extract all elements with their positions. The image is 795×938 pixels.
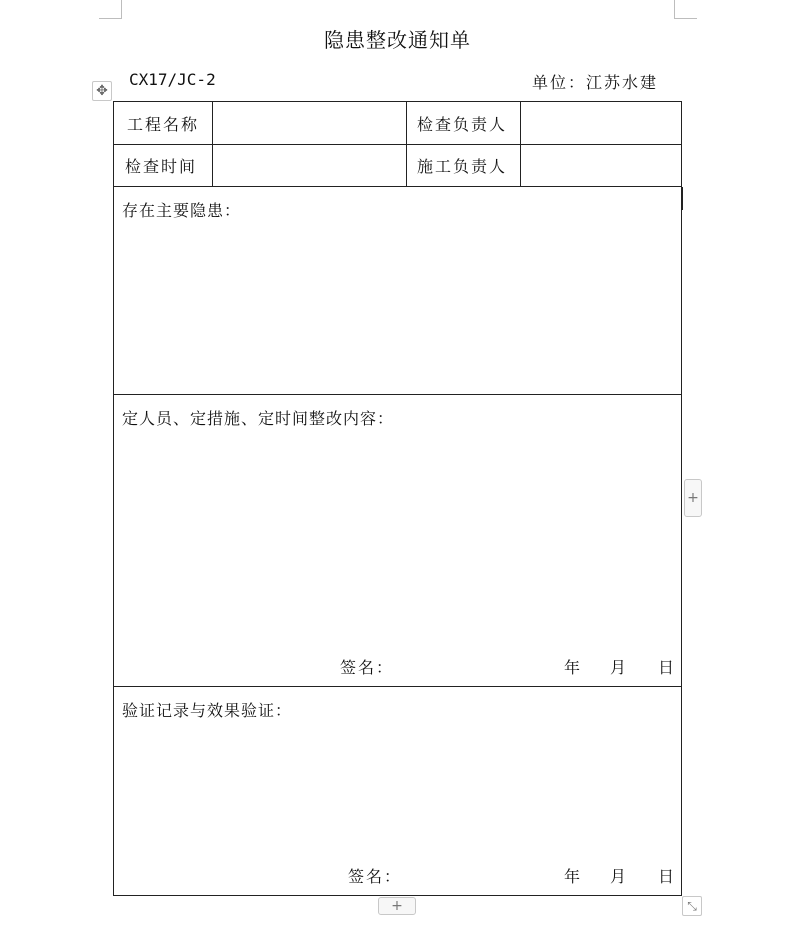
rectification-month-label: 月 (610, 658, 627, 677)
inspection-time-label: 检查时间 (125, 157, 198, 176)
resize-diagonal-icon: ⤡ (687, 898, 697, 913)
table-row-divider (113, 686, 682, 687)
project-name-label: 工程名称 (127, 115, 200, 134)
table-resize-handle[interactable] (682, 896, 702, 916)
page-corner-mark-right (674, 0, 697, 19)
plus-icon: + (391, 898, 403, 914)
rectification-label: 定人员、定措施、定时间整改内容： (122, 409, 395, 428)
table-col-divider (406, 101, 407, 187)
verification-label: 验证记录与效果验证： (122, 701, 293, 720)
rectification-year-label: 年 (564, 658, 581, 677)
table-row-divider (113, 186, 682, 187)
inspection-time-value-cell[interactable] (213, 145, 406, 186)
table-row-divider (113, 394, 682, 395)
verification-signature-label: 签名： (348, 867, 403, 886)
page-corner-mark-left (99, 0, 122, 19)
add-row-button[interactable] (378, 897, 416, 915)
verification-content-cell[interactable] (114, 720, 681, 855)
document-code: CX17/JC-2 (129, 70, 216, 89)
construction-owner-value-cell[interactable] (521, 145, 681, 186)
document-title: 隐患整改通知单 (324, 28, 471, 52)
unit-label: 单位：江苏水建 (532, 73, 659, 92)
hazards-content-cell[interactable] (114, 220, 681, 393)
verification-month-label: 月 (610, 867, 627, 886)
rectification-content-cell[interactable] (114, 428, 681, 648)
verification-year-label: 年 (564, 867, 581, 886)
verification-day-label: 日 (658, 867, 675, 886)
table-move-handle[interactable] (92, 81, 112, 101)
rectification-signature-label: 签名： (340, 658, 395, 677)
construction-owner-label: 施工负责人 (417, 157, 508, 176)
rectification-day-label: 日 (658, 658, 675, 677)
text-cursor (681, 187, 683, 210)
project-name-value-cell[interactable] (213, 102, 406, 144)
plus-icon: + (687, 490, 699, 506)
move-icon: ✥ (96, 83, 108, 99)
add-column-button[interactable] (684, 479, 702, 517)
inspection-owner-label: 检查负责人 (417, 115, 508, 134)
inspection-owner-value-cell[interactable] (521, 102, 681, 144)
hazards-label: 存在主要隐患： (122, 201, 242, 220)
